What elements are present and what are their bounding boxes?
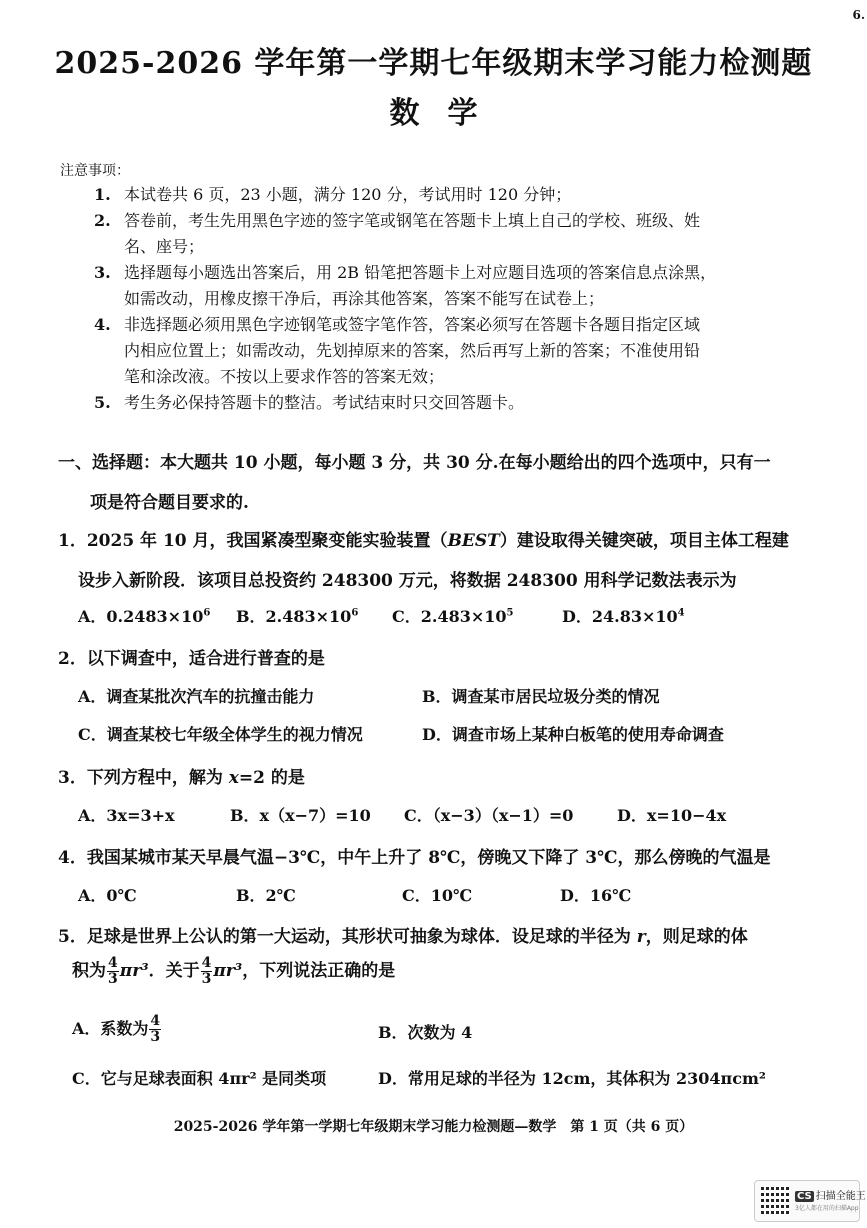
q5-fraction: $\frac{4}{3}$	[201, 955, 212, 987]
q5-text: 积为	[72, 961, 106, 981]
q1-stem	[58, 526, 789, 551]
notice-item-3	[94, 260, 716, 312]
q3-option-a: A．3x=3+x	[78, 806, 175, 825]
notice-num: 5.	[94, 393, 111, 412]
q3-option-c: C．（x−3）（x−1）=0	[404, 806, 574, 825]
q5-stem	[58, 922, 748, 947]
notice-text: 答卷前，考生先用黑色字迹的签字笔或钢笔在答题卡上填上自己的学校、班级、姓	[124, 211, 701, 230]
scanner-name: CS 扫描全能王	[797, 1191, 866, 1202]
q1-option-a: A．$0.2483\times 10^6$	[78, 607, 211, 626]
section-1-heading-cont: 项是符合题目要求的.	[90, 493, 249, 513]
q4-option-c: C．10℃	[402, 886, 473, 905]
q1-stem-line2: 设步入新阶段．该项目总投资约 248300 万元，将数据 248300 用科学记数法表示为	[78, 571, 737, 591]
q5-option-b: B．次数为 4	[378, 1023, 473, 1042]
q2-option-c: C．调查某校七年级全体学生的视力情况	[78, 725, 363, 744]
q5-var-r: r	[636, 927, 646, 947]
notice-text: 选择题每小题选出答案后，用 2B 铅笔把答题卡上对应题目选项的答案信息点涂黑，	[124, 263, 717, 282]
exam-title: 2025-2026 学年第一学期七年级期末学习能力检测题	[54, 46, 813, 81]
notice-text: 内相应位置上；如需改动，先划掉原来的答案，然后再写上新的答案；不准使用铅	[124, 341, 701, 360]
notice-item-5	[94, 390, 524, 416]
notice-item-1	[94, 182, 571, 208]
q1-text-a: 1．2025 年 10 月，我国紧凑型聚变能实验装置（	[58, 531, 448, 551]
q5-stem-line2	[72, 956, 395, 987]
q5-text-b: ，则足球的体	[645, 927, 748, 947]
q4-option-a: A．0℃	[78, 886, 137, 905]
notice-num: 2.	[94, 211, 111, 230]
notice-item-4	[94, 312, 700, 390]
notice-num: 3.	[94, 263, 111, 282]
q1-text-c: ）建设取得关键突破，项目主体工程建	[499, 531, 789, 551]
notice-text: 如需改动，用橡皮擦干净后，再涂其他答案，答案不能写在试卷上；	[124, 289, 605, 308]
page-footer: 2025-2026 学年第一学期七年级期末学习能力检测题—数学 第 1 页（共 6 页）	[173, 1119, 694, 1135]
page-corner-mark: 6.	[852, 8, 865, 22]
scanner-watermark	[754, 1180, 866, 1222]
q3-text-b: =2 的是	[238, 768, 305, 788]
q2-stem: 2．以下调查中，适合进行普查的是	[58, 649, 325, 669]
notice-text: 非选择题必须用黑色字迹钢笔或签字笔作答，答案必须写在答题卡各题目指定区域	[124, 315, 701, 334]
notice-text: 名、座号；	[124, 237, 205, 256]
q2-option-d: D．调查市场上某种白板笔的使用寿命调查	[422, 725, 724, 744]
subject-title: 数学	[389, 96, 506, 131]
q5-pi-r3: πr³	[213, 961, 243, 981]
q5-text-a: 5．足球是世界上公认的第一大运动，其形状可抽象为球体．设足球的半径为	[58, 927, 637, 947]
notice-num: 4.	[94, 315, 111, 334]
q1-best: BEST	[447, 531, 500, 551]
q3-option-d: D．x=10−4x	[617, 806, 727, 825]
q5-option-d: D．常用足球的半径为 12cm，其体积为 2304πcm²	[378, 1069, 766, 1088]
q5-option-a: A．系数为 $\frac{4}{3}$	[72, 1013, 161, 1045]
q3-var: x	[228, 768, 239, 788]
q3-option-b: B．x（x−7）=10	[230, 806, 371, 825]
notice-text: 考生务必保持答题卡的整洁。考试结束时只交回答题卡。	[124, 393, 525, 412]
q4-option-b: B．2℃	[236, 886, 296, 905]
q1-option-c: C．$2.483\times 10^5$	[392, 607, 514, 626]
q1-option-d: D．$24.83\times 10^4$	[562, 607, 685, 626]
notice-num: 1.	[94, 185, 111, 204]
scanner-tagline: 3亿人都在用的扫描App	[795, 1205, 859, 1212]
notice-heading: 注意事项：	[60, 163, 130, 179]
q2-option-a: A．调查某批次汽车的抗撞击能力	[78, 687, 315, 706]
q5-option-c: C．它与足球表面积 4πr² 是同类项	[72, 1069, 327, 1088]
notice-text: 本试卷共 6 页，23 小题，满分 120 分，考试用时 120 分钟；	[124, 185, 572, 204]
q3-text-a: 3．下列方程中，解为	[58, 768, 229, 788]
notice-item-2	[94, 208, 700, 260]
q2-option-b: B．调查某市居民垃圾分类的情况	[422, 687, 660, 706]
section-1-heading: 一、选择题：本大题共 10 小题，每小题 3 分，共 30 分.在每小题给出的四个选项中，只有一	[58, 453, 771, 473]
q4-stem: 4．我国某城市某天早晨气温−3℃，中午上升了 8℃，傍晚又下降了 3℃，那么傍晚的气温是	[58, 848, 771, 868]
q5-pi-r3: πr³	[119, 961, 149, 981]
qr-code-icon	[761, 1186, 789, 1214]
q5-text: ，下列说法正确的是	[242, 961, 396, 981]
q5-text: ．关于	[148, 961, 200, 981]
q3-stem	[58, 763, 305, 788]
notice-text: 笔和涂改液。不按以上要求作答的答案无效；	[124, 367, 445, 386]
q5-fraction: $\frac{4}{3}$	[108, 955, 118, 987]
q4-option-d: D．16℃	[560, 886, 632, 905]
q1-option-b: B．$2.483\times 10^6$	[236, 607, 359, 626]
q5-fraction: $\frac{4}{3}$	[150, 1013, 161, 1045]
